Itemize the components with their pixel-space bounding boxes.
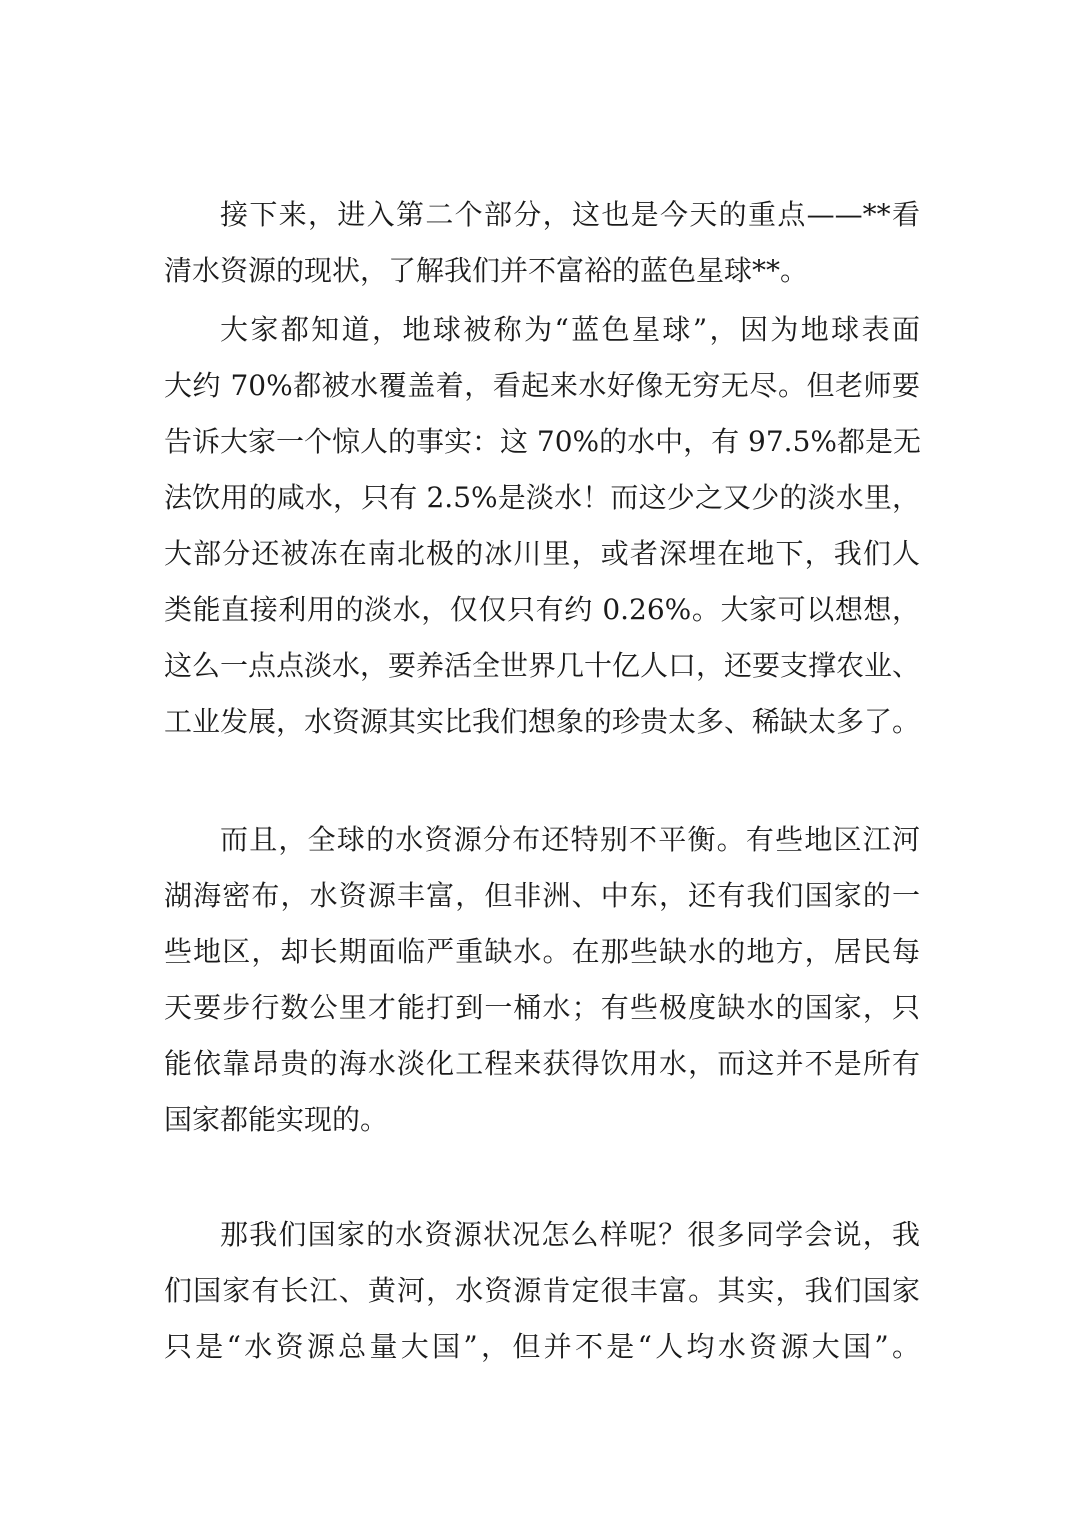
paragraph-line: 们国家有长江、黄河，水资源肯定很丰富。其实，我们国家 <box>164 1274 920 1307</box>
paragraph-line: 天要步行数公里才能打到一桶水；有些极度缺水的国家，只 <box>164 991 920 1024</box>
paragraph-line: 大家都知道，地球被称为“蓝色星球”，因为地球表面 <box>220 313 920 346</box>
paragraph-line: 接下来，进入第二个部分，这也是今天的重点——**看 <box>220 198 920 231</box>
paragraph-line: 而且，全球的水资源分布还特别不平衡。有些地区江河 <box>220 823 920 856</box>
paragraph-line: 能依靠昂贵的海水淡化工程来获得饮用水，而这并不是所有 <box>164 1047 920 1080</box>
paragraph-line: 告诉大家一个惊人的事实：这 70%的水中，有 97.5%都是无 <box>164 425 921 458</box>
paragraph-line: 工业发展，水资源其实比我们想象的珍贵太多、稀缺太多了。 <box>164 705 921 738</box>
paragraph-line: 法饮用的咸水，只有 2.5%是淡水！而这少之又少的淡水里， <box>164 481 920 514</box>
paragraph-line: 那我们国家的水资源状况怎么样呢？很多同学会说，我 <box>220 1218 920 1251</box>
paragraph-line: 只是“水资源总量大国”，但并不是“人均水资源大国”。 <box>164 1330 920 1363</box>
paragraph-line: 大约 70%都被水覆盖着，看起来水好像无穷无尽。但老师要 <box>164 369 920 402</box>
paragraph-line: 些地区，却长期面临严重缺水。在那些缺水的地方，居民每 <box>164 935 920 968</box>
paragraph-line: 湖海密布，水资源丰富，但非洲、中东，还有我们国家的一 <box>164 879 920 912</box>
paragraph-line: 类能直接利用的淡水，仅仅只有约 0.26%。大家可以想想， <box>164 593 920 626</box>
paragraph-line: 国家都能实现的。 <box>164 1103 389 1136</box>
paragraph-line: 大部分还被冻在南北极的冰川里，或者深埋在地下，我们人 <box>164 537 920 570</box>
paragraph-line: 这么一点点淡水，要养活全世界几十亿人口，还要支撑农业、 <box>164 649 921 682</box>
paragraph-line: 清水资源的现状，了解我们并不富裕的蓝色星球**。 <box>164 254 809 287</box>
